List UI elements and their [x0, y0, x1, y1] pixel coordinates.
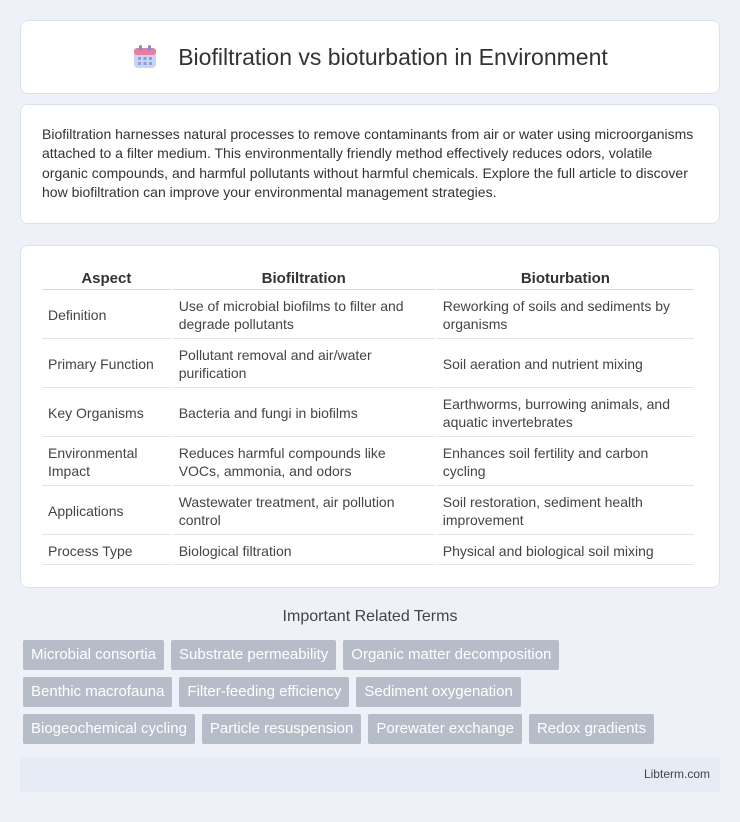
row-aspect: Environmental Impact	[42, 439, 171, 486]
related-term-tag[interactable]: Benthic macrofauna	[23, 677, 172, 707]
row-bioturbation: Soil restoration, sediment health improvement	[437, 488, 694, 535]
row-biofiltration: Biological filtration	[173, 537, 435, 565]
related-terms-title: Important Related Terms	[282, 608, 458, 625]
row-biofiltration: Bacteria and fungi in biofilms	[173, 390, 435, 437]
header-aspect: Aspect	[42, 266, 171, 290]
row-biofiltration: Pollutant removal and air/water purification	[173, 341, 435, 388]
row-bioturbation: Physical and biological soil mixing	[437, 537, 694, 565]
footer-brand-link[interactable]: Libterm.com	[643, 767, 710, 781]
row-aspect: Key Organisms	[42, 390, 171, 437]
tag-row	[23, 640, 723, 670]
table-row	[42, 537, 694, 565]
table-header-row	[42, 266, 694, 290]
table-row	[42, 341, 694, 388]
related-term-tag[interactable]: Particle resuspension	[202, 714, 361, 744]
table-row	[42, 390, 694, 437]
page-header	[20, 20, 720, 94]
page-title: Biofiltration vs bioturbation in Environment	[178, 43, 608, 70]
comparison-table	[40, 264, 696, 567]
related-term-tag[interactable]: Porewater exchange	[368, 714, 522, 744]
table-row	[42, 292, 694, 339]
row-bioturbation: Earthworms, burrowing animals, and aquatic invertebrates	[437, 390, 694, 437]
row-bioturbation: Soil aeration and nutrient mixing	[437, 341, 694, 388]
tag-row	[23, 677, 723, 707]
tag-row	[23, 714, 723, 744]
row-aspect: Process Type	[42, 537, 171, 565]
footer	[20, 757, 720, 792]
related-terms	[23, 640, 723, 751]
related-term-tag[interactable]: Organic matter decomposition	[343, 640, 559, 670]
row-biofiltration: Use of microbial biofilms to filter and degrade pollutants	[173, 292, 435, 339]
related-term-tag[interactable]: Biogeochemical cycling	[23, 714, 195, 744]
row-aspect: Primary Function	[42, 341, 171, 388]
header-biofiltration: Biofiltration	[173, 266, 435, 290]
row-bioturbation: Reworking of soils and sediments by organisms	[437, 292, 694, 339]
related-term-tag[interactable]: Microbial consortia	[23, 640, 164, 670]
table-row	[42, 488, 694, 535]
related-term-tag[interactable]: Redox gradients	[529, 714, 654, 744]
related-term-tag[interactable]: Substrate permeability	[171, 640, 336, 670]
intro-text: Biofiltration harnesses natural processes to remove contaminants from air or water using microorganisms attached to a filter medium. This environmentally friendly method effectively reduces odors, volatile organic compounds, and harmful pollutants without harmful chemicals. Explore the full article to discover how biofiltration can improve your environmental management strategies.	[42, 126, 694, 200]
row-aspect: Applications	[42, 488, 171, 535]
row-biofiltration: Wastewater treatment, air pollution control	[173, 488, 435, 535]
related-term-tag[interactable]: Sediment oxygenation	[356, 677, 520, 707]
row-biofiltration: Reduces harmful compounds like VOCs, ammonia, and odors	[173, 439, 435, 486]
row-aspect: Definition	[42, 292, 171, 339]
calendar-icon	[132, 44, 158, 70]
comparison-card	[20, 245, 720, 588]
table-row	[42, 439, 694, 486]
header-bioturbation: Bioturbation	[437, 266, 694, 290]
related-term-tag[interactable]: Filter-feeding efficiency	[179, 677, 349, 707]
intro-card	[20, 104, 720, 224]
row-bioturbation: Enhances soil fertility and carbon cycling	[437, 439, 694, 486]
